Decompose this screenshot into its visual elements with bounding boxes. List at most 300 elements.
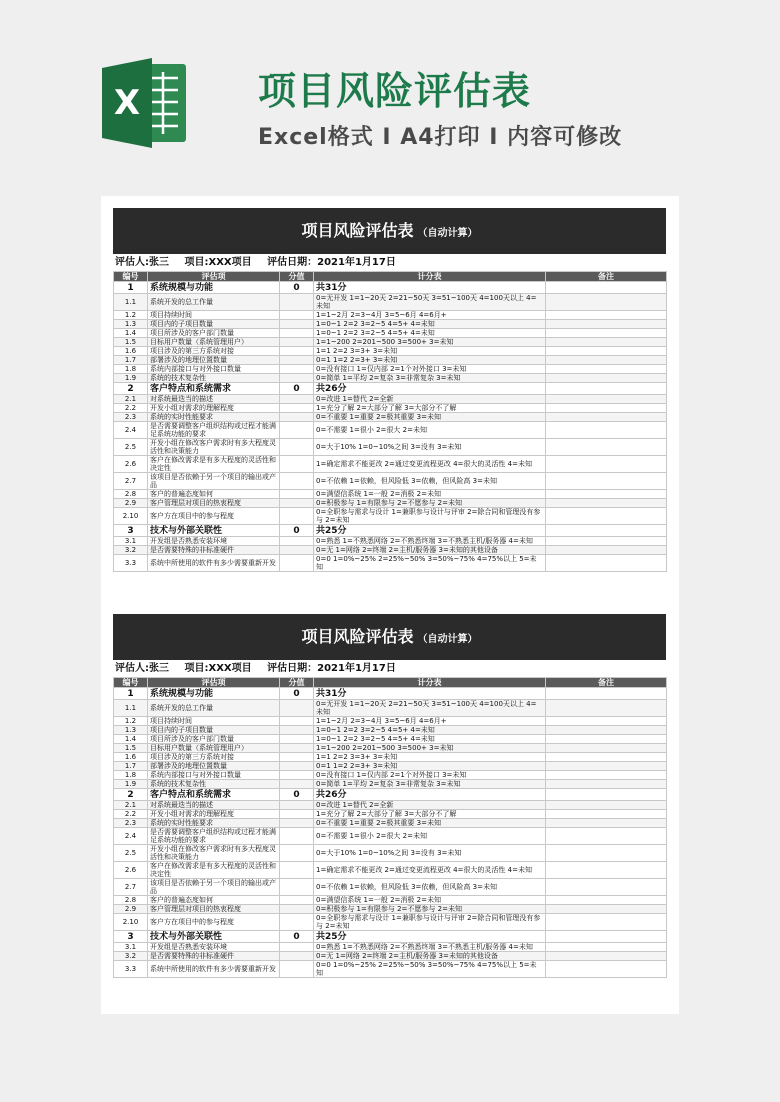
cell-item: 项目所涉及的客户部门数量 (148, 735, 280, 744)
cell-no: 2.8 (114, 490, 148, 499)
table-row (114, 439, 667, 456)
project-name: 项目:XXX项目 (184, 663, 252, 674)
cell-score (280, 294, 314, 311)
cell-scale: 1=0~1 2=2 3=2~5 4=5+ 4=未知 (314, 726, 546, 735)
table-row (114, 753, 667, 762)
cell-scale: 1=1~200 2=201~500 3=500+ 3=未知 (314, 744, 546, 753)
cell-item: 客户方在项目中的参与程度 (148, 914, 280, 931)
cell-score (280, 943, 314, 952)
cell-no: 3 (114, 525, 148, 537)
cell-note (546, 456, 667, 473)
table-row (114, 320, 667, 329)
cell-note (546, 735, 667, 744)
cell-scale: 0=熟悉 1=不熟悉网络 2=不熟悉终端 3=不熟悉主机/服务器 4=未知 (314, 943, 546, 952)
cell-note (546, 365, 667, 374)
table-row (114, 365, 667, 374)
cell-scale: 0=0 1=0%~25% 2=25%~50% 3=50%~75% 4=75%以上 5=未知 (314, 961, 546, 978)
section-row (114, 383, 667, 395)
cell-score (280, 914, 314, 931)
sheet-title: 项目风险评估表 (301, 221, 414, 240)
cell-no: 1.5 (114, 338, 148, 347)
table-row (114, 555, 667, 572)
cell-note (546, 525, 667, 537)
cell-score (280, 735, 314, 744)
risk-table (113, 271, 667, 572)
cell-item: 对系统最迭当的描述 (148, 395, 280, 404)
cell-item: 对系统最迭当的描述 (148, 801, 280, 810)
cell-score (280, 311, 314, 320)
cell-note (546, 422, 667, 439)
cell-scale: 共26分 (314, 383, 546, 395)
assessor: 评估人:张三 (115, 663, 169, 674)
column-header: 备注 (546, 272, 667, 282)
cell-note (546, 862, 667, 879)
cell-no: 1.8 (114, 365, 148, 374)
table-row (114, 952, 667, 961)
cell-score (280, 762, 314, 771)
table-row (114, 404, 667, 413)
cell-no: 3 (114, 931, 148, 943)
cell-no: 1.5 (114, 744, 148, 753)
cell-no: 1 (114, 282, 148, 294)
cell-no: 2.7 (114, 473, 148, 490)
cell-no: 2.1 (114, 801, 148, 810)
cell-no: 2.2 (114, 404, 148, 413)
cell-scale: 共25分 (314, 931, 546, 943)
cell-item: 项目涉及的第三方系统对接 (148, 347, 280, 356)
cell-note (546, 744, 667, 753)
cell-note (546, 439, 667, 456)
cell-score (280, 365, 314, 374)
cell-item: 系统内部接口与对外接口数量 (148, 771, 280, 780)
cell-score (280, 744, 314, 753)
cell-scale: 0=不需要 1=很小 2=很大 2=未知 (314, 422, 546, 439)
cell-note (546, 537, 667, 546)
table-row (114, 490, 667, 499)
cell-note (546, 753, 667, 762)
table-row (114, 413, 667, 422)
cell-scale: 0=全职参与需求与设计 1=兼职参与设计与评审 2=除合同和管理没有参与 2=未知 (314, 914, 546, 931)
column-header: 计分表 (314, 272, 546, 282)
cell-item: 系统开发的总工作量 (148, 294, 280, 311)
table-row (114, 473, 667, 490)
cell-item: 开发小组对需求的理解程度 (148, 404, 280, 413)
cell-scale: 0=积极参与 1=有限参与 2=不愿参与 2=未知 (314, 499, 546, 508)
cell-item: 项目内的子项目数量 (148, 320, 280, 329)
assessment-date: 评估日期：2021年1月17日 (267, 257, 396, 268)
cell-scale: 0=简单 1=平均 2=复杂 3=非常复杂 3=未知 (314, 780, 546, 789)
cell-no: 1.2 (114, 717, 148, 726)
cell-note (546, 879, 667, 896)
cell-no: 2 (114, 383, 148, 395)
cell-scale: 0=无 1=网络 2=终端 2=主机/服务器 3=未知的其他设备 (314, 952, 546, 961)
cell-scale: 0=满望信系统 1=一般 2=消极 2=未知 (314, 896, 546, 905)
cell-note (546, 845, 667, 862)
cell-item: 目标用户数量（系统管理用户） (148, 338, 280, 347)
cell-note (546, 700, 667, 717)
cell-scale: 0=满望信系统 1=一般 2=消极 2=未知 (314, 490, 546, 499)
cell-item: 系统规模与功能 (148, 688, 280, 700)
cell-item: 客户特点和系统需求 (148, 789, 280, 801)
column-header: 备注 (546, 678, 667, 688)
column-header: 分值 (280, 272, 314, 282)
cell-score (280, 905, 314, 914)
cell-item: 客户的普遍态度如何 (148, 896, 280, 905)
table-row (114, 356, 667, 365)
cell-score (280, 439, 314, 456)
table-row (114, 726, 667, 735)
cell-item: 项目持续时间 (148, 717, 280, 726)
cell-note (546, 404, 667, 413)
cell-scale: 0=不需要 1=很小 2=很大 2=未知 (314, 828, 546, 845)
page-title: 项目风险评估表 (258, 69, 532, 113)
cell-score (280, 413, 314, 422)
cell-item: 客户的普遍态度如何 (148, 490, 280, 499)
cell-item: 是否需要调整客户组织结构或过程才能满足系统功能的要求 (148, 828, 280, 845)
cell-item: 系统的技术复杂性 (148, 374, 280, 383)
cell-note (546, 490, 667, 499)
cell-scale: 0=1 1=2 2=3+ 3=未知 (314, 762, 546, 771)
cell-score: 0 (280, 789, 314, 801)
cell-item: 系统的实时性能要求 (148, 413, 280, 422)
cell-note (546, 473, 667, 490)
cell-note (546, 374, 667, 383)
cell-scale: 0=不重要 1=重要 2=极其重要 3=未知 (314, 819, 546, 828)
cell-score (280, 717, 314, 726)
cell-scale: 0=没有接口 1=仅内部 2=1个对外接口 3=未知 (314, 771, 546, 780)
cell-note (546, 395, 667, 404)
table-row (114, 810, 667, 819)
cell-no: 1.7 (114, 762, 148, 771)
cell-note (546, 828, 667, 845)
cell-score (280, 374, 314, 383)
cell-note (546, 329, 667, 338)
cell-no: 1.9 (114, 374, 148, 383)
cell-no: 2.3 (114, 413, 148, 422)
cell-item: 该项目是否依赖于另一个项目的输出或产品 (148, 879, 280, 896)
cell-scale: 0=改进 1=替代 2=全新 (314, 395, 546, 404)
sheet-title-band (113, 208, 666, 254)
cell-item: 系统中所使用的软件有多少需要重新开发 (148, 961, 280, 978)
cell-score (280, 726, 314, 735)
cell-scale: 1=1~2月 2=3~4月 3=5~6月 4=6月+ (314, 717, 546, 726)
cell-note (546, 810, 667, 819)
cell-item: 项目内的子项目数量 (148, 726, 280, 735)
cell-note (546, 320, 667, 329)
cell-note (546, 961, 667, 978)
cell-note (546, 717, 667, 726)
cell-no: 1.6 (114, 347, 148, 356)
table-row (114, 862, 667, 879)
sheet-meta (115, 256, 408, 270)
cell-no: 2.5 (114, 439, 148, 456)
table-row (114, 735, 667, 744)
table-row (114, 896, 667, 905)
cell-scale: 0=大于10% 1=0~10%之间 3=没有 3=未知 (314, 845, 546, 862)
cell-score (280, 490, 314, 499)
section-row (114, 688, 667, 700)
cell-scale: 1=1 2=2 3=3+ 3=未知 (314, 347, 546, 356)
table-row (114, 395, 667, 404)
cell-note (546, 931, 667, 943)
cell-score (280, 819, 314, 828)
cell-no: 3.1 (114, 537, 148, 546)
cell-no: 1.7 (114, 356, 148, 365)
table-row (114, 914, 667, 931)
cell-score (280, 537, 314, 546)
table-row (114, 374, 667, 383)
cell-score (280, 404, 314, 413)
table-row (114, 311, 667, 320)
cell-note (546, 762, 667, 771)
cell-no: 3.3 (114, 961, 148, 978)
cell-no: 2.2 (114, 810, 148, 819)
risk-table (113, 677, 667, 978)
column-header: 编号 (114, 678, 148, 688)
cell-no: 1.3 (114, 320, 148, 329)
page-subtitle: Excel格式 Ⅰ A4打印 Ⅰ 内容可修改 (258, 125, 623, 150)
cell-score: 0 (280, 383, 314, 395)
section-row (114, 789, 667, 801)
cell-item: 是否需要特殊的非标准硬件 (148, 546, 280, 555)
cell-item: 系统的技术复杂性 (148, 780, 280, 789)
table-row (114, 771, 667, 780)
cell-scale: 0=大于10% 1=0~10%之间 3=没有 3=未知 (314, 439, 546, 456)
table-row (114, 422, 667, 439)
column-header: 编号 (114, 272, 148, 282)
section-row (114, 931, 667, 943)
cell-no: 2.9 (114, 905, 148, 914)
cell-no: 1.6 (114, 753, 148, 762)
cell-scale: 1=0~1 2=2 3=2~5 4=5+ 4=未知 (314, 735, 546, 744)
page-header (0, 0, 780, 190)
cell-no: 1 (114, 688, 148, 700)
sheet-meta (115, 662, 408, 676)
column-header: 评估项 (148, 272, 280, 282)
cell-score (280, 347, 314, 356)
cell-score (280, 879, 314, 896)
cell-note (546, 801, 667, 810)
cell-score (280, 555, 314, 572)
cell-scale: 0=无开发 1=1~20天 2=21~50天 3=51~100天 4=100天以上 4=未知 (314, 700, 546, 717)
cell-score (280, 546, 314, 555)
cell-scale: 0=简单 1=平均 2=复杂 3=非常复杂 3=未知 (314, 374, 546, 383)
cell-note (546, 508, 667, 525)
cell-no: 2 (114, 789, 148, 801)
cell-item: 目标用户数量（系统管理用户） (148, 744, 280, 753)
cell-score (280, 473, 314, 490)
cell-note (546, 819, 667, 828)
table-row (114, 828, 667, 845)
cell-note (546, 780, 667, 789)
cell-no: 2.10 (114, 508, 148, 525)
table-row (114, 845, 667, 862)
cell-item: 技术与外部关联性 (148, 931, 280, 943)
cell-note (546, 555, 667, 572)
cell-item: 项目所涉及的客户部门数量 (148, 329, 280, 338)
column-header: 评估项 (148, 678, 280, 688)
assessment-date: 评估日期：2021年1月17日 (267, 663, 396, 674)
cell-item: 项目持续时间 (148, 311, 280, 320)
sheet-title: 项目风险评估表 (301, 627, 414, 646)
cell-scale: 共26分 (314, 789, 546, 801)
sheet-title-note: （自动计算） (417, 634, 478, 645)
sheet-title-note: （自动计算） (417, 228, 478, 239)
cell-score: 0 (280, 282, 314, 294)
cell-scale: 0=不依赖 1=依赖，但风险低 3=依赖，但风险高 3=未知 (314, 879, 546, 896)
project-name: 项目:XXX项目 (184, 257, 252, 268)
cell-scale: 0=熟悉 1=不熟悉网络 2=不熟悉终端 3=不熟悉主机/服务器 4=未知 (314, 537, 546, 546)
table-row (114, 717, 667, 726)
cell-no: 1.9 (114, 780, 148, 789)
cell-item: 部署涉及的地理位置数量 (148, 762, 280, 771)
section-row (114, 525, 667, 537)
cell-score (280, 801, 314, 810)
cell-no: 2.6 (114, 456, 148, 473)
cell-note (546, 952, 667, 961)
cell-note (546, 914, 667, 931)
cell-score (280, 499, 314, 508)
cell-scale: 0=无 1=网络 2=终端 2=主机/服务器 3=未知的其他设备 (314, 546, 546, 555)
cell-no: 3.1 (114, 943, 148, 952)
cell-scale: 1=0~1 2=2 3=2~5 4=5+ 4=未知 (314, 320, 546, 329)
table-row (114, 801, 667, 810)
sheet-title-band (113, 614, 666, 660)
table-row (114, 347, 667, 356)
cell-no: 1.8 (114, 771, 148, 780)
table-row (114, 456, 667, 473)
cell-note (546, 347, 667, 356)
table-row (114, 762, 667, 771)
cell-no: 2.9 (114, 499, 148, 508)
cell-score (280, 338, 314, 347)
cell-note (546, 905, 667, 914)
cell-note (546, 771, 667, 780)
cell-score (280, 753, 314, 762)
cell-no: 1.1 (114, 700, 148, 717)
excel-logo-icon (100, 54, 190, 152)
cell-scale: 共25分 (314, 525, 546, 537)
cell-item: 开发小组在修改客户需求时有多大程度灵活性和决策能力 (148, 439, 280, 456)
cell-item: 客户特点和系统需求 (148, 383, 280, 395)
cell-no: 3.3 (114, 555, 148, 572)
column-header: 分值 (280, 678, 314, 688)
cell-scale: 1=1~2月 2=3~4月 3=5~6月 4=6月+ (314, 311, 546, 320)
cell-score (280, 810, 314, 819)
cell-item: 系统开发的总工作量 (148, 700, 280, 717)
table-row (114, 819, 667, 828)
cell-item: 开发小组对需求的理解程度 (148, 810, 280, 819)
cell-note (546, 413, 667, 422)
section-row (114, 282, 667, 294)
cell-item: 客户管理层对项目的热衷程度 (148, 905, 280, 914)
cell-score: 0 (280, 688, 314, 700)
cell-no: 2.5 (114, 845, 148, 862)
cell-score: 0 (280, 931, 314, 943)
cell-no: 2.3 (114, 819, 148, 828)
cell-note (546, 499, 667, 508)
cell-note (546, 356, 667, 365)
cell-score (280, 395, 314, 404)
cell-scale: 0=不依赖 1=依赖，但风险低 3=依赖，但风险高 3=未知 (314, 473, 546, 490)
cell-scale: 1=1 2=2 3=3+ 3=未知 (314, 753, 546, 762)
column-header: 计分表 (314, 678, 546, 688)
cell-scale: 0=0 1=0%~25% 2=25%~50% 3=50%~75% 4=75%以上 5=未知 (314, 555, 546, 572)
table-row (114, 905, 667, 914)
cell-scale: 0=积极参与 1=有限参与 2=不愿参与 2=未知 (314, 905, 546, 914)
cell-no: 1.2 (114, 311, 148, 320)
cell-score (280, 700, 314, 717)
cell-note (546, 726, 667, 735)
cell-scale: 0=不重要 1=重要 2=极其重要 3=未知 (314, 413, 546, 422)
cell-no: 2.6 (114, 862, 148, 879)
cell-note (546, 282, 667, 294)
cell-item: 开发组是否熟悉安装环境 (148, 537, 280, 546)
cell-no: 3.2 (114, 952, 148, 961)
cell-item: 系统中所使用的软件有多少需要重新开发 (148, 555, 280, 572)
cell-item: 客户在修改需求是有多大程度的灵活性和决定性 (148, 456, 280, 473)
cell-score (280, 961, 314, 978)
table-row (114, 294, 667, 311)
assessor: 评估人:张三 (115, 257, 169, 268)
cell-item: 客户方在项目中的参与程度 (148, 508, 280, 525)
cell-score (280, 845, 314, 862)
cell-item: 开发组是否熟悉安装环境 (148, 943, 280, 952)
cell-scale: 共31分 (314, 688, 546, 700)
cell-score (280, 456, 314, 473)
cell-no: 3.2 (114, 546, 148, 555)
cell-no: 2.1 (114, 395, 148, 404)
cell-scale: 1=1~200 2=201~500 3=500+ 3=未知 (314, 338, 546, 347)
cell-item: 客户在修改需求是有多大程度的灵活性和决定性 (148, 862, 280, 879)
cell-note (546, 311, 667, 320)
cell-no: 1.3 (114, 726, 148, 735)
cell-item: 部署涉及的地理位置数量 (148, 356, 280, 365)
cell-score (280, 356, 314, 365)
cell-score (280, 952, 314, 961)
cell-score: 0 (280, 525, 314, 537)
table-row (114, 700, 667, 717)
cell-score (280, 780, 314, 789)
table-row (114, 546, 667, 555)
cell-no: 2.8 (114, 896, 148, 905)
table-header-row (114, 272, 667, 282)
table-row (114, 943, 667, 952)
cell-no: 2.4 (114, 422, 148, 439)
cell-note (546, 294, 667, 311)
cell-scale: 0=没有接口 1=仅内部 2=1个对外接口 3=未知 (314, 365, 546, 374)
cell-scale: 0=全职参与需求与设计 1=兼职参与设计与评审 2=除合同和管理没有参与 2=未知 (314, 508, 546, 525)
cell-scale: 1=确定需求不能更改 2=通过变更流程更改 4=很大的灵活性 4=未知 (314, 862, 546, 879)
sheet-preview-2 (101, 602, 679, 1014)
cell-score (280, 771, 314, 780)
table-row (114, 537, 667, 546)
cell-no: 1.4 (114, 329, 148, 338)
logo-letter: X (113, 83, 141, 123)
cell-item: 是否需要特殊的非标准硬件 (148, 952, 280, 961)
cell-note (546, 546, 667, 555)
cell-scale: 1=充分了解 2=大部分了解 3=大部分不了解 (314, 404, 546, 413)
table-row (114, 879, 667, 896)
table-row (114, 961, 667, 978)
cell-note (546, 896, 667, 905)
cell-note (546, 338, 667, 347)
cell-item: 技术与外部关联性 (148, 525, 280, 537)
cell-item: 该项目是否依赖于另一个项目的输出或产品 (148, 473, 280, 490)
cell-scale: 1=确定需求不能更改 2=通过变更流程更改 4=很大的灵活性 4=未知 (314, 456, 546, 473)
cell-note (546, 383, 667, 395)
cell-scale: 0=无开发 1=1~20天 2=21~50天 3=51~100天 4=100天以上 4=未知 (314, 294, 546, 311)
